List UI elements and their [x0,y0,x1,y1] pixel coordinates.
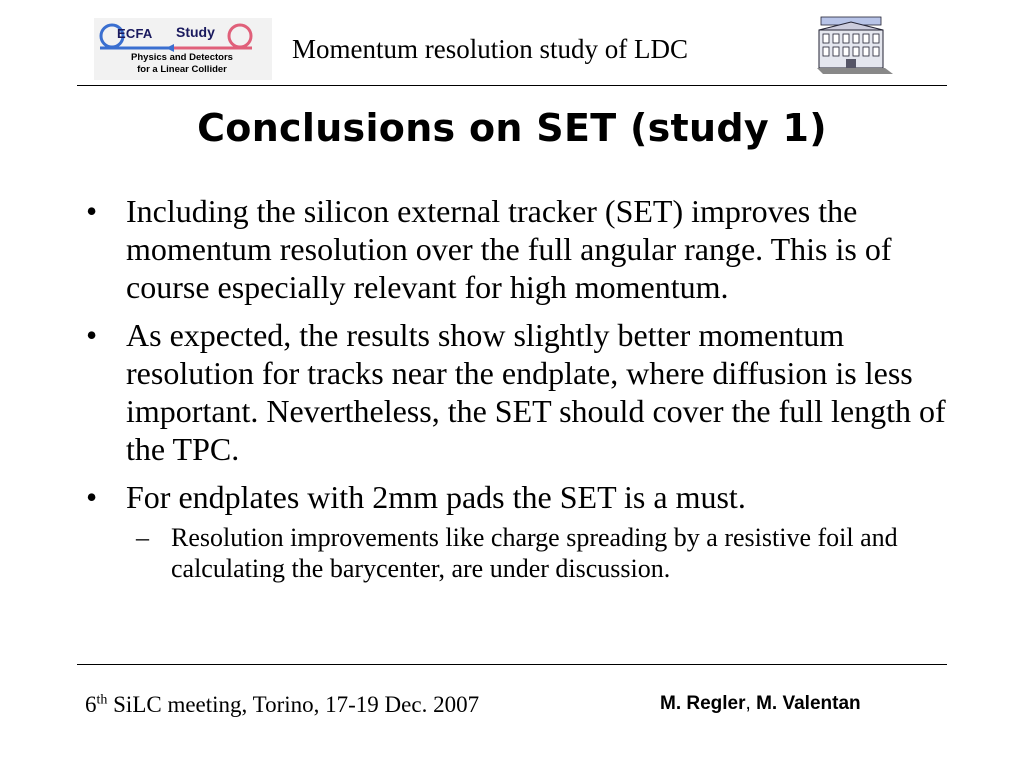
footer-authors [660,693,861,715]
bullet-mark: • [86,317,98,353]
ecfa-logo [94,18,272,80]
sub-bullet-mark: – [136,523,149,552]
bullet-item [80,316,950,468]
sub-bullet-text: Resolution improvements like charge spreading by a resistive foil and calculating the barycenter, are under discussion. [171,523,898,583]
bullet-mark: • [86,193,98,229]
sub-bullet-item [80,522,950,584]
logo-study-text: Study [176,24,215,40]
bullet-text: For endplates with 2mm pads the SET is a must. [126,479,746,515]
slide-title: Conclusions on SET (study 1) [197,106,827,150]
meeting-number: 6 [85,692,97,717]
bullet-text: As expected, the results show slightly better momentum resolution for tracks near the endplate, where diffusion is less important. Nevertheless, the SET should cover the full length of the TPC. [126,317,946,467]
logo-subtitle-line1: Physics and Detectors [131,52,233,63]
footer-meeting [85,692,479,718]
author-valentan: M. Valentan [756,693,861,714]
author-regler: M. Regler [660,693,746,714]
bullet-mark: • [86,479,98,515]
meeting-ordinal: th [96,692,108,708]
bullet-item [80,478,950,516]
bullet-item [80,192,950,306]
header-title: Momentum resolution study of LDC [292,34,688,64]
logo-ecfa-text: ECFA [117,26,153,41]
logo-subtitle [102,52,262,76]
footer-divider [77,664,947,665]
bullet-text: Including the silicon external tracker (SET) improves the momentum resolution over the full angular range. This is of course especially relevant for high momentum. [126,193,892,305]
building-icon [813,16,897,76]
logo-subtitle-line2: for a Linear Collider [137,64,227,75]
meeting-details: SiLC meeting, Torino, 17-19 Dec. 2007 [107,692,480,717]
header-divider [77,85,947,86]
author-separator: , [745,693,757,714]
slide-content [80,192,950,584]
